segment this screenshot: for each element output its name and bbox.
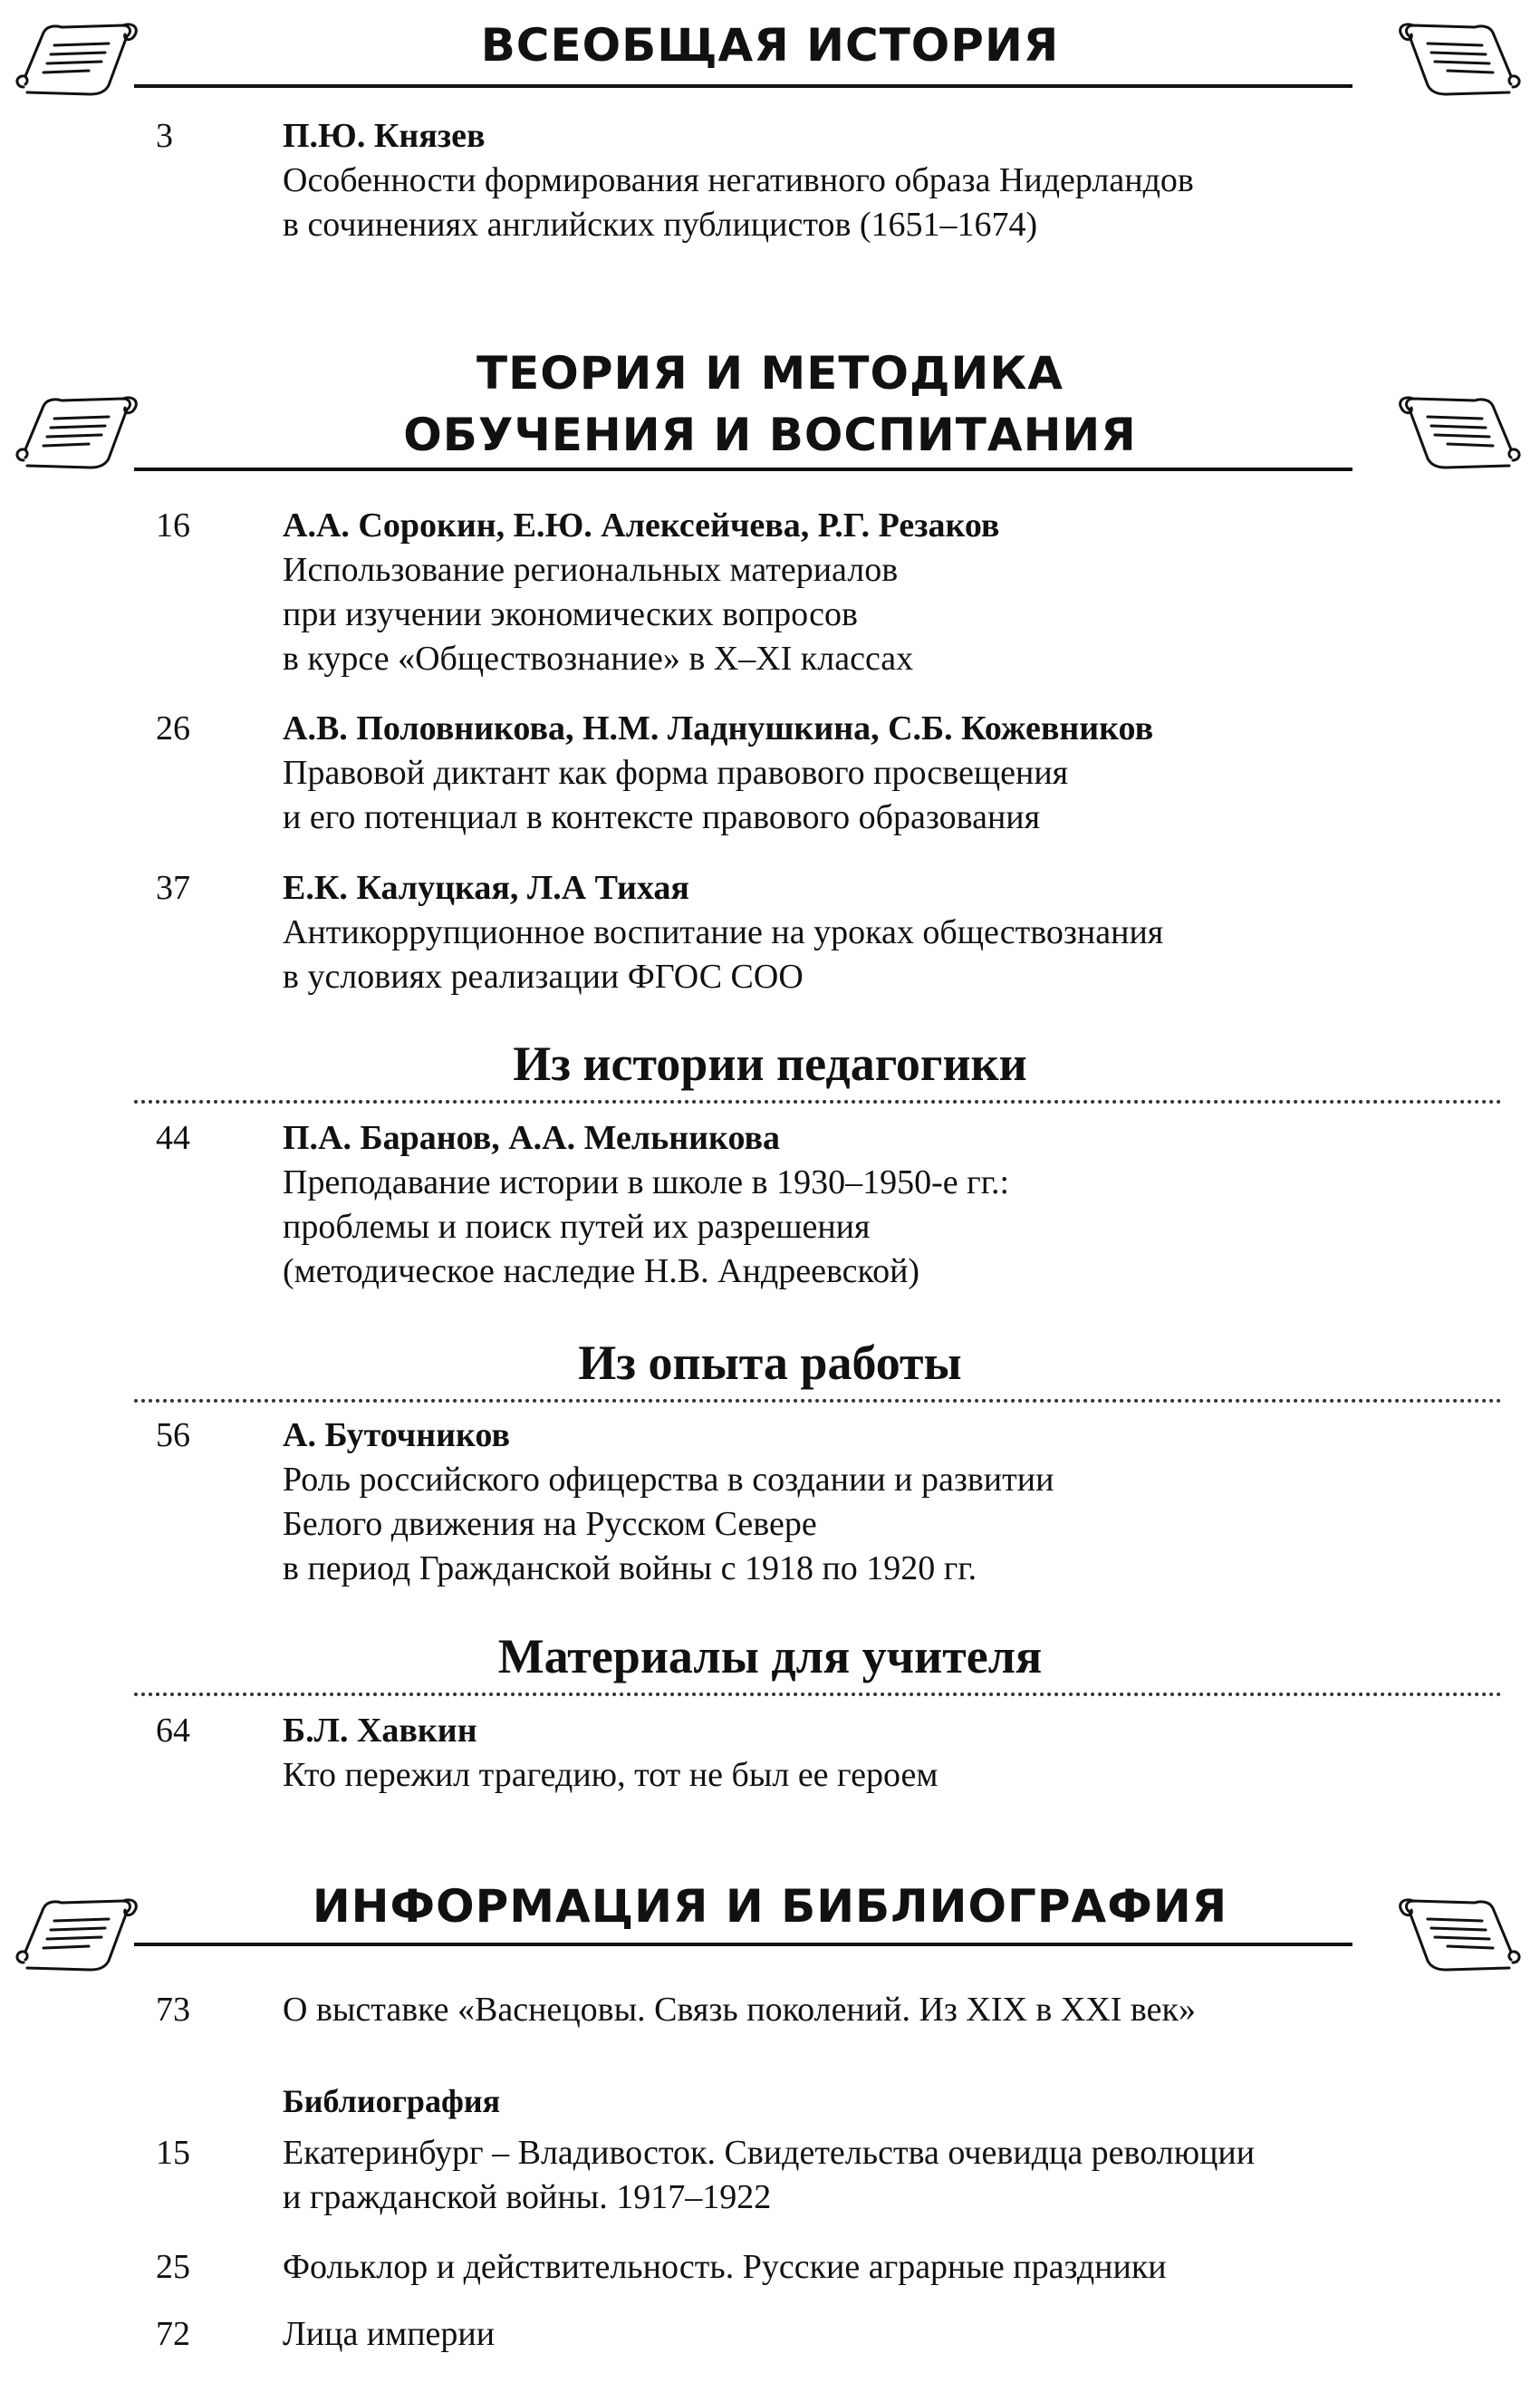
dotted-divider [134,1399,1502,1403]
section-title: ВСЕОБЩАЯ ИСТОРИЯ [480,19,1060,72]
entry-title-line: при изучении экономических вопросов [283,595,858,633]
dotted-divider [134,1693,1502,1696]
section-rule [134,468,1352,471]
entry-title-line: и гражданской войны. 1917–1922 [283,2178,772,2216]
page-number: 16 [156,506,190,545]
dotted-divider [134,1100,1502,1104]
entry-title-line: Использование региональных материалов [283,551,899,589]
page-number: 56 [156,1416,190,1454]
entry-title-line: Роль российского офицерства в создании и развитии [283,1461,1054,1499]
entry-author: П.А. Баранов, А.А. Мельникова [283,1119,781,1157]
page-number: 26 [156,709,190,748]
page-number: 25 [156,2248,190,2286]
entry-title-line: О выставке «Васнецовы. Связь поколений. Из XIX в XXI век» [283,1991,1196,2029]
subsection-title: Из истории педагогики [513,1037,1027,1091]
entry-author: А.А. Сорокин, Е.Ю. Алексейчева, Р.Г. Резаков [283,506,1000,545]
entry-title-line: Фольклор и действительность. Русские аграрные праздники [283,2248,1167,2286]
section-title: ИНФОРМАЦИЯ И БИБЛИОГРАФИЯ [312,1880,1228,1933]
page-number: 3 [156,117,173,155]
entry-author: Е.К. Калуцкая, Л.А Тихая [283,869,689,907]
entry-title-line: и его потенциал в контексте правового образования [283,798,1041,836]
entry-title-line: Преподавание истории в школе в 1930–1950-е гг.: [283,1163,1010,1201]
bibliography-heading: Библиография [283,2083,501,2119]
entry-title-line: в курсе «Обществознание» в X–XI классах [283,640,914,678]
entry-title-line: (методическое наследие Н.В. Андреевской) [283,1252,920,1290]
entry-author: П.Ю. Князев [283,117,486,155]
section-rule [134,84,1352,88]
page-number: 37 [156,869,190,907]
entry-author: А. Буточников [283,1416,510,1454]
page-number: 44 [156,1119,190,1157]
entry-author: Б.Л. Хавкин [283,1712,477,1750]
entry-title-line: Лица империи [283,2315,496,2353]
entry-title-line: Кто пережил трагедию, тот не был ее героем [283,1756,938,1794]
entry-title-line: в сочинениях английских публицистов (1651–1674) [283,206,1038,244]
entry-author: А.В. Половникова, Н.М. Ладнушкина, С.Б. Кожевников [283,709,1154,748]
subsection-title: Материалы для учителя [497,1629,1043,1683]
section-title: ТЕОРИЯ И МЕТОДИКА [476,347,1064,400]
scroll-icon [7,390,143,480]
section-rule [134,1943,1352,1946]
entry-title-line: проблемы и поиск путей их разрешения [283,1208,871,1246]
entry-title-line: Особенности формирования негативного образа Нидерландов [283,161,1194,199]
entry-title-line: Белого движения на Русском Севере [283,1505,817,1543]
page-number: 73 [156,1991,190,2029]
scroll-icon [1393,390,1529,480]
page-number: 15 [156,2134,190,2172]
entry-title-line: Антикоррупционное воспитание на уроках обществознания [283,913,1164,951]
entry-title-line: Правовой диктант как форма правового просвещения [283,754,1069,792]
subsection-title: Из опыта работы [578,1336,962,1390]
page-number: 64 [156,1712,190,1750]
page-number: 72 [156,2315,190,2353]
section-title: ОБУЧЕНИЯ И ВОСПИТАНИЯ [403,409,1137,461]
entry-title-line: в условиях реализации ФГОС СОО [283,958,804,996]
entry-title-line: в период Гражданской войны с 1918 по 1920 гг. [283,1549,977,1587]
entry-title-line: Екатеринбург – Владивосток. Свидетельства очевидца революции [283,2134,1256,2172]
